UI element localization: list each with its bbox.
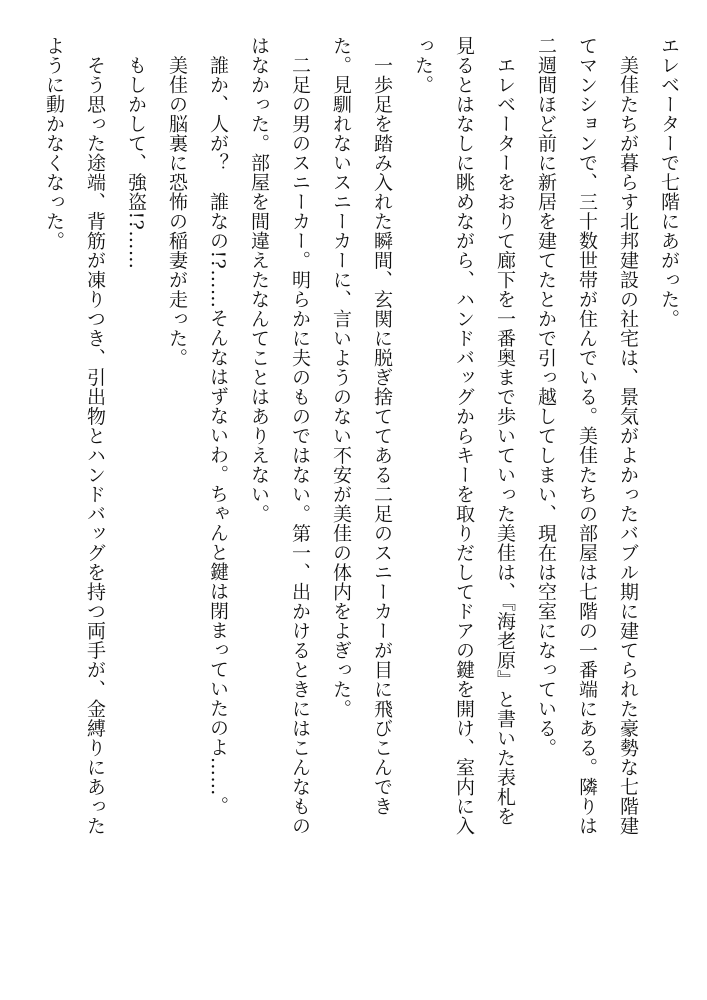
text-line: 誰か、人が？ 誰なの!?……そんなはずないわ。ちゃんと鍵は閉まっていたのよ……。: [207, 36, 229, 816]
text-line: った。: [412, 36, 434, 95]
text-line: もしかして、強盗!?……: [125, 36, 147, 270]
text-line: 美佳の脳裏に恐怖の稲妻が走った。: [166, 36, 188, 368]
text-line: 二足の男のスニーカー。明らかに夫のものではない。第一、出かけるときにはこんなもの: [289, 36, 311, 836]
vertical-text-body: [33, 36, 689, 976]
text-line: エレベーターをおりて廊下を一番奥まで歩いていった美佳は、『海老原』と書いた表札を: [494, 36, 516, 826]
text-line: 見るとはなしに眺めながら、ハンドバッグからキーを取りだしてドアの鍵を開け、室内に入: [453, 36, 475, 836]
text-line: た。見馴れないスニーカーに、言いようのない不安が美佳の体内をよぎった。: [330, 36, 352, 719]
text-line: はなかった。部屋を間違えたなんてことはありえない。: [248, 36, 270, 524]
text-line: そう思った途端、背筋が凍りつき、引出物とハンドバッグを持つ両手が、金縛りにあった: [84, 36, 106, 836]
text-line: エレベーターで七階にあがった。: [658, 36, 680, 329]
text-line: 美佳たちが暮らす北邦建設の社宅は、景気がよかったバブル期に建てられた豪勢な七階建: [617, 36, 639, 836]
text-line: 二週間ほど前に新居を建てたとかで引っ越してしまい、現在は空室になっている。: [535, 36, 557, 758]
text-line: ように動かなくなった。: [43, 36, 65, 251]
text-line: てマンションで、三十数世帯が住んでいる。美佳たちの部屋は七階の一番端にある。隣りは: [576, 36, 598, 836]
text-line: 一歩足を踏み入れた瞬間、玄関に脱ぎ捨ててある二足のスニーカーが目に飛びこんでき: [371, 36, 393, 816]
